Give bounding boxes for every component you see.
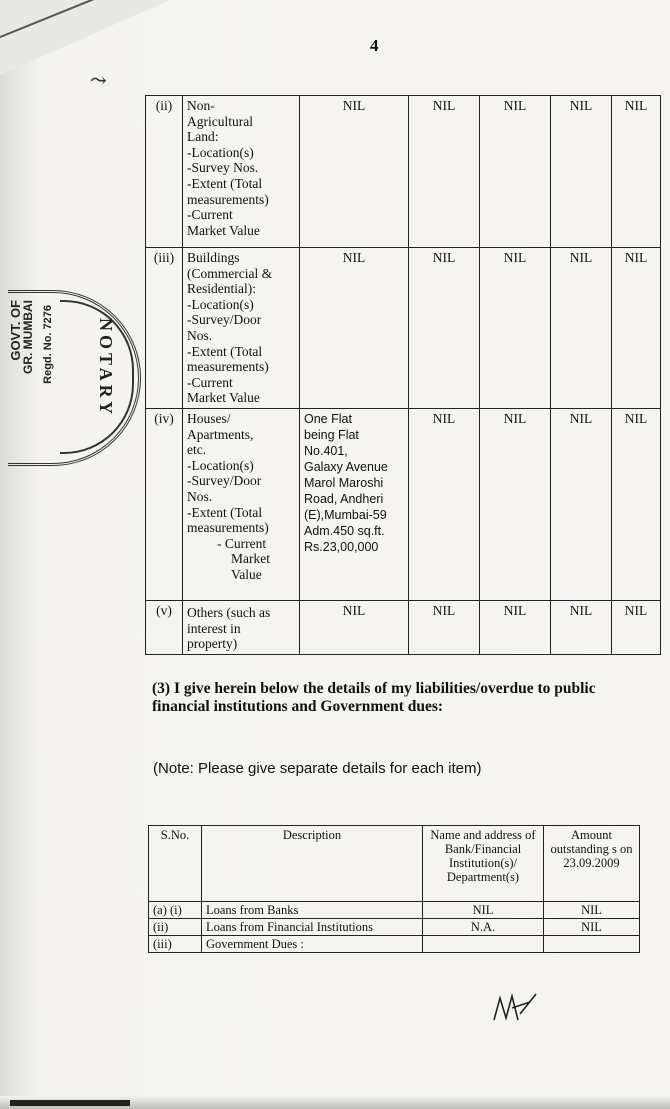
row-description [183,248,300,409]
value-cell: NIL [612,600,661,654]
section-heading: (3) I give herein below the details of my liabilities/overdue to public financial institutions and Government dues: [152,680,596,715]
row-description [183,600,300,654]
desc-line: -Current [187,374,233,390]
desc-line: Buildings [187,250,240,265]
row-number: (v) [146,600,183,654]
value-cell: NIL [300,96,409,248]
value-cell: NIL [409,600,480,654]
margin-mark-icon: ⤳ [90,70,107,92]
desc-line: Value [231,566,262,582]
detail-line: No.401, [304,443,348,458]
desc-line: -Survey Nos. [187,160,259,176]
value-cell: NIL [551,248,612,409]
desc-line: Land: [187,129,219,145]
detail-line: (E),Mumbai-59 [304,507,387,522]
desc-line: -Survey/Door [187,473,262,489]
value-cell: NIL [409,96,480,248]
desc-line: -Extent (Total [187,343,263,359]
cell-sno: (ii) [149,919,202,936]
scan-bar [10,1100,130,1106]
header-amount: Amount outstanding s on 23.09.2009 [544,826,640,902]
desc-line: measurements) [187,359,269,375]
cell-amount: NIL [544,902,640,919]
signature-icon [490,990,550,1030]
desc-line: property) [187,636,238,652]
liabilities-table [148,825,640,953]
desc-line: -Survey/Door [187,312,262,328]
desc-line: -Location(s) [187,457,254,473]
desc-line: Others (such as [187,604,271,620]
value-cell: NIL [300,600,409,654]
desc-line: measurements) [187,520,269,536]
notary-stamp-line: GR. MUMBAI [21,300,35,374]
row-description [183,408,300,600]
desc-line: -Current [187,207,233,223]
cell-sno: (a) (i) [149,902,202,919]
value-cell: NIL [480,248,551,409]
desc-line: Nos. [187,327,213,343]
page-corner-fold [0,0,170,75]
desc-line: Market Value [187,222,260,238]
desc-line: Houses/ [187,410,231,426]
cell-description: Loans from Banks [202,902,423,919]
desc-line: -Extent (Total [187,504,263,520]
section-note: (Note: Please give separate details for each item) [153,760,482,777]
row-number: (iii) [146,248,183,409]
notary-stamp-line: GOVT. OF [8,300,23,361]
row-number: (ii) [146,96,183,248]
cell-bank [423,936,544,953]
detail-line: Galaxy Avenue [304,459,388,474]
desc-line: Nos. [187,488,213,504]
value-cell: NIL [409,248,480,409]
cell-amount [544,936,640,953]
assets-table [145,95,661,655]
table-header-row [149,826,640,902]
detail-line: Adm.450 sq.ft. [304,523,385,538]
desc-line: Non- [187,98,215,113]
value-cell: NIL [480,600,551,654]
desc-line: -Extent (Total [187,175,263,191]
property-detail-cell [300,408,409,600]
value-cell: NIL [612,248,661,409]
row-number: (iv) [146,408,183,600]
detail-line: being Flat [304,427,359,442]
detail-line: Marol Maroshi [304,475,384,490]
desc-line: Market Value [187,390,260,406]
header-bank: Name and address of Bank/Financial Institution(s)/ Department(s) [423,826,544,902]
desc-line: Agricultural [187,113,253,129]
notary-stamp-word: NOTARY [96,318,116,419]
desc-line: etc. [187,442,207,458]
table-row [149,902,640,919]
table-row [146,600,661,654]
cell-sno: (iii) [149,936,202,953]
value-cell: NIL [551,96,612,248]
value-cell: NIL [551,408,612,600]
desc-line: -Location(s) [187,296,254,312]
notary-stamp-line: Regd. No. 7276 [42,305,54,384]
value-cell: NIL [612,408,661,600]
cell-amount: NIL [544,919,640,936]
desc-line: Residential): [187,281,256,297]
value-cell: NIL [409,408,480,600]
value-cell: NIL [480,408,551,600]
page-number: 4 [370,36,379,55]
cell-bank: N.A. [423,919,544,936]
cell-bank: NIL [423,902,544,919]
desc-line: - Current [217,535,267,551]
desc-line: measurements) [187,191,269,207]
header-description: Description [202,826,423,902]
desc-line: -Location(s) [187,144,254,160]
row-description [183,96,300,248]
table-row [146,96,661,248]
table-row [149,919,640,936]
table-row [146,248,661,409]
cell-description: Loans from Financial Institutions [202,919,423,936]
value-cell: NIL [300,248,409,409]
detail-line: One Flat [304,411,352,426]
detail-line: Rs.23,00,000 [304,539,379,554]
header-sno: S.No. [149,826,202,902]
desc-line: Market [231,551,270,567]
table-row [146,408,661,600]
desc-line: (Commercial & [187,265,273,281]
value-cell: NIL [612,96,661,248]
value-cell: NIL [551,600,612,654]
desc-line: Apartments, [187,426,254,442]
table-row [149,936,640,953]
desc-line: interest in [187,620,241,636]
cell-description: Government Dues : [202,936,423,953]
detail-line: Road, Andheri [304,491,384,506]
value-cell: NIL [480,96,551,248]
